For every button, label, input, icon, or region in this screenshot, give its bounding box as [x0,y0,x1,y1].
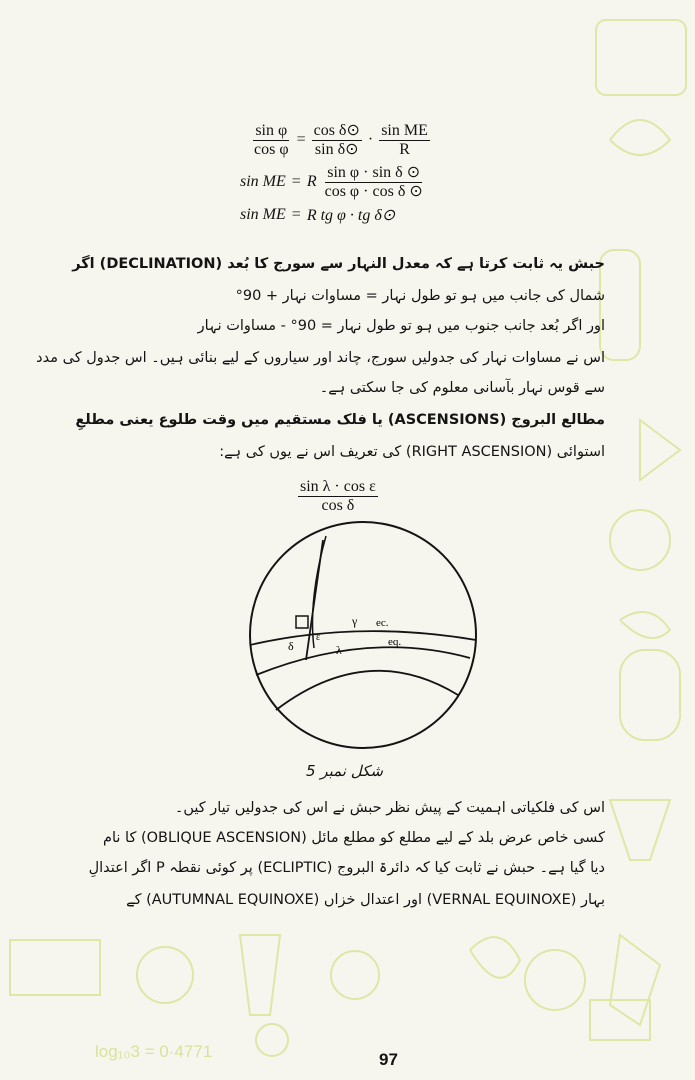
equation-2: sin ME = R $\frac{\text{sin φ · sin δ ⊙}}{\text{cos φ · cos δ ⊙}}$ [240,164,423,200]
label-epsilon: ε [316,632,321,643]
label-delta: δ [288,639,294,653]
eq1-r1-denominator: sin δ⊙ [314,140,359,158]
eq1-r2-numerator: sin ME [381,122,428,139]
ra-formula [298,478,378,514]
eq3-rhs: R tg φ · tg δ⊙ [306,207,396,224]
eq1-r2-fraction [379,122,430,158]
eq1-r1-fraction [312,122,362,158]
lower-curve [276,671,458,710]
equator-curve [250,631,476,645]
text-line-8: اس کی فلکیاتی اہمیت کے پیش نظر حبش نے اس کی جدولیں تیار کیں۔ [174,800,605,816]
eq1-lhs-fraction [252,122,291,158]
eq1-lhs-denominator: cos φ [254,140,289,158]
text-line-3: اور اگر بُعد جانب جنوب میں ہو تو طول نہار = 90° - مساوات نہار [197,318,605,334]
figure-caption: شکل نمبر 5 [306,762,383,780]
label-ecliptic: ec. [376,617,389,629]
eq2-lhs: sin ME [240,173,286,191]
eq2-numerator: sin φ · sin δ ⊙ [327,164,421,181]
eq3-lhs: sin ME [240,206,286,223]
text-line-6: مطالع البروج (ASCENSIONS) یا فلک مستقیم میں وقت طلوع یعنی مطلعِ [75,412,605,428]
text-line-7: استوائی (RIGHT ASCENSION) کی تعریف اس نے یوں کی ہے: [219,444,605,460]
eq1-r1-numerator: cos δ⊙ [313,122,360,139]
text-line-11: بہار (VERNAL EQUINOXE) اور اعتدال خزاں (AUTUMNAL EQUINOXE) کے [126,892,605,908]
equation-1: $\frac{\text{sin φ}}{\text{cos φ}}$ = $\frac{\text{cos δ⊙}}{\text{sin δ⊙}}$ · $\frac{\text{sin ME}}{R}$ [254,122,428,158]
ra-denominator: cos δ [321,496,355,514]
text-line-1: حبش یہ ثابت کرتا ہے کہ معدل النہار سے سورج کا بُعد (DECLINATION) اگر [72,256,605,272]
text-line-10: دیا گیا ہے۔ حبش نے ثابت کیا کہ دائرۃ البروج (ECLIPTIC) پر کوئی نقطہ P اگر اعتدالِ [88,860,605,876]
text-line-9: کسی خاص عرض بلد کے لیے مطلع کو مطلع مائل (OBLIQUE ASCENSION) کا نام [102,830,605,846]
decor-log-text: log₁₀3 = 0·4771 [95,1042,213,1061]
text-line-4: اس نے مساوات نہار کی جدولیں سورج، چاند اور سیاروں کے لیے بنائی ہیں۔ اس جدول کی مدد [36,350,605,366]
equation-3: sin ME = R tg φ · tg δ⊙ [240,206,396,224]
text-line-5: سے قوس نہار بآسانی معلوم کی جا سکتی ہے۔ [319,380,605,396]
label-gamma: γ [352,614,358,628]
page-number: 97 [379,1050,398,1069]
text-line-2: شمال کی جانب میں ہو تو طول نہار = مساوات نہار + 90° [235,288,605,304]
eq2-fraction [323,164,425,200]
ra-fraction [298,478,378,514]
eq1-lhs-numerator: sin φ [255,122,288,139]
right-angle-mark [296,616,308,628]
eq2-coef: R [306,173,317,191]
eq2-denominator: cos φ · cos δ ⊙ [324,182,423,200]
label-equator: eq. [388,636,402,648]
label-lambda: λ [336,643,342,657]
eq1-r2-denominator: R [399,140,410,158]
celestial-sphere-figure [248,520,478,750]
ra-numerator: sin λ · cos ε [300,478,376,495]
